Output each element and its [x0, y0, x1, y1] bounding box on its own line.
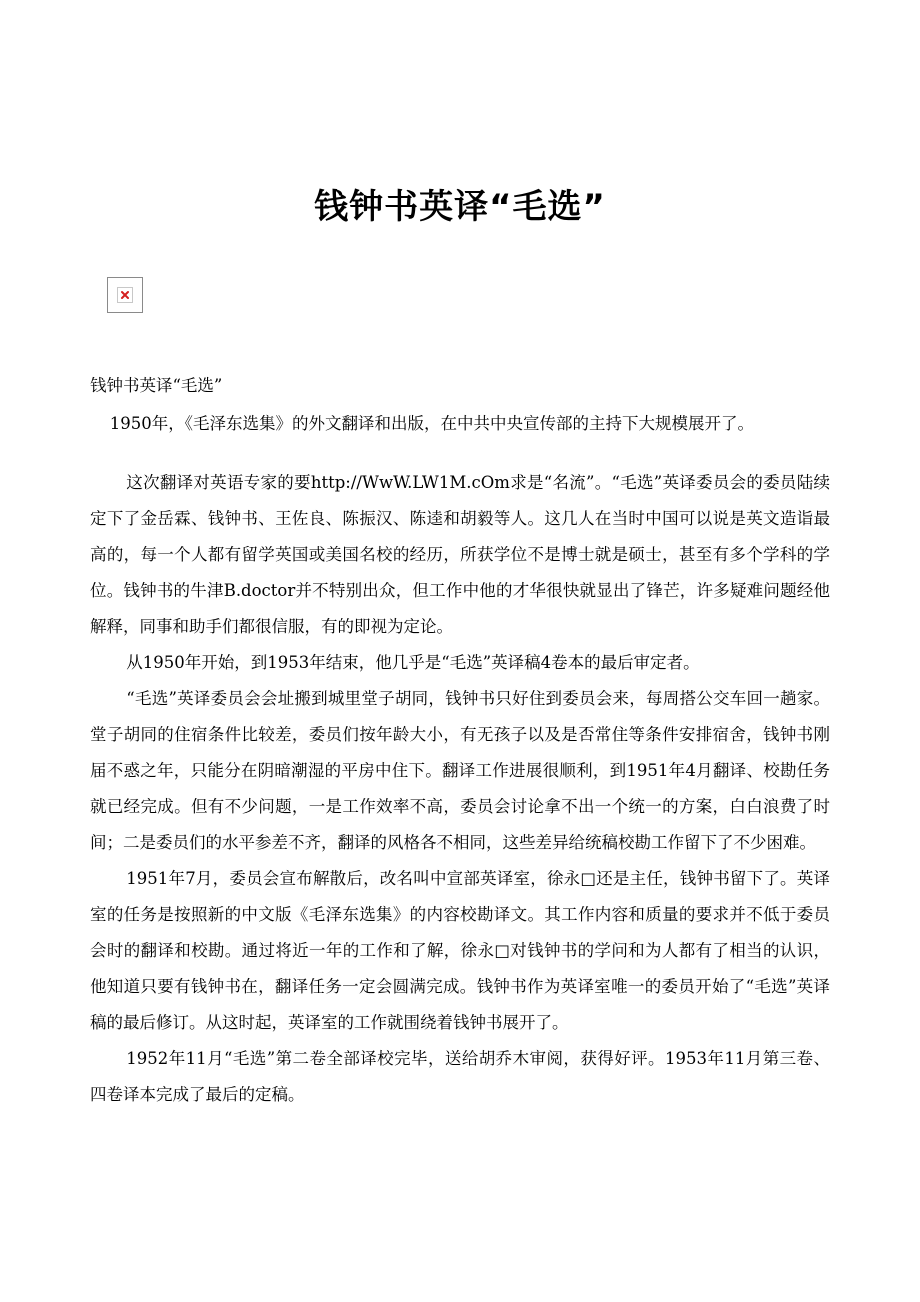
document-title: 钱钟书英译“毛选”: [314, 187, 606, 227]
paragraph: 从1950年开始，到1953年结束，他几乎是“毛选”英译稿4卷本的最后审定者。: [126, 653, 700, 672]
paragraph: 1950年，《毛泽东选集》的外文翻译和出版，在中共中央宣传部的主持下大规模展开了。: [109, 414, 755, 433]
paragraph: “毛选”英译委员会会址搬到城里堂子胡同，钱钟书只好住到委员会来，每周搭公交车回一趟家。堂子胡同的住宿条件比较差，委员们按年龄大小，有无孩子以及是否常住等条件安排宿舍，钱钟书刚届不惑之年，只能分在阴暗潮湿的平房中住下。翻译工作进展很顺利，到1951年4月翻译、校勘任务就已经完成。但有不少问题，一是工作效率不高，委员会讨论拿不出一个统一的方案，白白浪费了时间；二是委员们的水平参差不齐，翻译的风格各不相同，这些差异给统稿校勘工作留下了不少困难。: [90, 689, 830, 852]
document-subtitle: 钱钟书英译“毛选”: [90, 376, 223, 395]
broken-image-icon: [117, 287, 133, 303]
broken-image-placeholder: [107, 277, 143, 313]
document-body: [90, 368, 830, 1113]
paragraph: 这次翻译对英语专家的要http://WwW.LW1M.cOm求是“名流”。“毛选”英译委员会的委员陆续定下了金岳霖、钱钟书、王佐良、陈振汉、陈逵和胡毅等人。这几人在当时中国可以说是英文造诣最高的，每一个人都有留学英国或美国名校的经历，所获学位不是博士就是硕士，甚至有多个学科的学位。钱钟书的牛津B.doctor并不特别出众，但工作中他的才华很快就显出了锋芒，许多疑难问题经他解释，同事和助手们都很信服，有的即视为定论。: [90, 473, 830, 636]
paragraph: 1951年7月，委员会宣布解散后，改名叫中宣部英译室，徐永□还是主任，钱钟书留下了。英译室的任务是按照新的中文版《毛泽东选集》的内容校勘译文。其工作内容和质量的要求并不低于委员会时的翻译和校勘。通过将近一年的工作和了解，徐永□对钱钟书的学问和为人都有了相当的认识，他知道只要有钱钟书在，翻译任务一定会圆满完成。钱钟书作为英译室唯一的委员开始了“毛选”英译稿的最后修订。从这时起，英译室的工作就围绕着钱钟书展开了。: [90, 869, 830, 1032]
paragraph: 1952年11月“毛选”第二卷全部译校完毕，送给胡乔木审阅，获得好评。1953年11月第三卷、四卷译本完成了最后的定稿。: [90, 1049, 830, 1104]
